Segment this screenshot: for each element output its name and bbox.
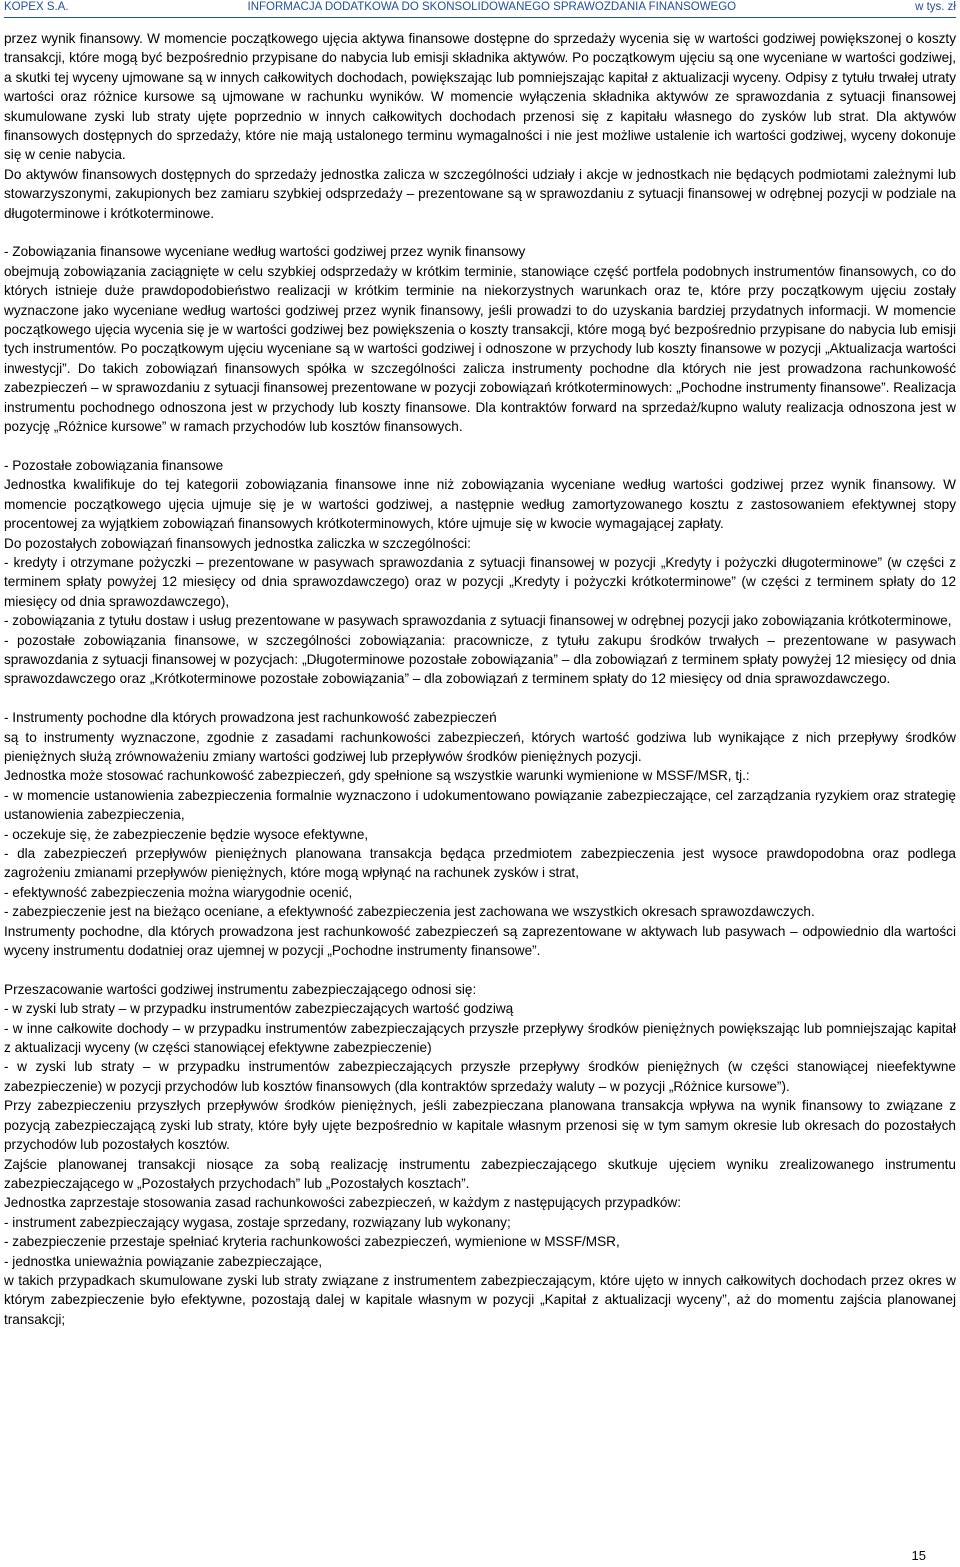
paragraph: - w zyski lub straty – w przypadku instrumentów zabezpieczających przyszłe przepływy środków pieniężnych (w części stanowiącej nieefektywne zabezpieczenie) w pozycji przychodów lub kosztów finansowych (dla kontraktów sprzedaży waluty – w pozycji „Różnice kursowe”). [4,1059,956,1094]
paragraph: Jednostka kwalifikuje do tej kategorii zobowiązania finansowe inne niż zobowiązania wyceniane według wartości godziwej przez wynik finansowy. W momencie początkowego ujęcia ujmuje się je w wartości godziwej, a następnie według zamortyzowanego kosztu z zastosowaniem efektywnej stopy procentowej za wyjątkiem zobowiązań finansowych krótkoterminowych, które ujmuje się w kwocie wymagającej zapłaty. [4,477,956,532]
paragraph: - oczekuje się, że zabezpieczenie będzie wysoce efektywne, [4,826,369,842]
paragraph: Przeszacowanie wartości godziwej instrumentu zabezpieczającego odnosi się: [4,981,477,997]
paragraph: - w momencie ustanowienia zabezpieczenia formalnie wyznaczono i udokumentowano powiązanie zabezpieczające, cel zarządzania ryzykiem oraz strategię ustanowienia zabezpieczenia, [4,787,956,823]
paragraph-spacer [4,960,956,979]
paragraph: przez wynik finansowy. W momencie początkowego ujęcia aktywa finansowe dostępne do sprzedaży wycenia się w wartości godziwej powiększonej o koszty transakcji, które mogą być bezpośrednio przypisane do nabycia lub emisji składnika aktywów. Po początkowym ujęciu są one wyceniane w wartości godziwej, a skutki tej wyceny ujmowane są w innych całkowitych dochodach, powiększając lub pomniejszając kapitał z aktualizacji wyceny. Odpisy z tytułu trwałej utraty wartości oraz różnice kursowe są ujmowane w rachunku wyników. W momencie wyłączenia składnika aktywów ze sprawozdania z sytuacji finansowej skumulowane zyski lub straty ujęte poprzednio w innych całkowitych dochodach przenosi się z kapitału własnego do zysków lub strat. Dla aktywów finansowych dostępnych do sprzedaży, które nie mają ustalonego terminu wymagalności i nie jest możliwe ustalenie ich wartości godziwej, wyceny dokonuje się w cenie nabycia. [4,31,956,163]
paragraph: - Zobowiązania finansowe wyceniane według wartości godziwej przez wynik finansowy [4,244,526,260]
paragraph: Do aktywów finansowych dostępnych do sprzedaży jednostka zalicza w szczególności udziały i akcje w jednostkach nie będących podmiotami zależnymi lub stowarzyszonymi, zakupionych bez zamiaru szybkiej odsprzedaży – prezentowane są w sprawozdaniu z sytuacji finansowej w odrębnej pozycji w podziale na długoterminowe i krótkoterminowe. [4,166,956,221]
paragraph: - efektywność zabezpieczenia można wiarygodnie ocenić, [4,884,353,900]
paragraph: Zajście planowanej transakcji niosące za sobą realizację instrumentu zabezpieczającego skutkuje ujęciem wyniku zrealizowanego instrumentu zabezpieczającego w „Pozostałych przychodach” lub „Pozostałych kosztach”. [4,1156,956,1191]
paragraph-spacer [4,437,956,456]
paragraph: - w zyski lub straty – w przypadku instrumentów zabezpieczających wartość godziwą [4,1001,514,1017]
paragraph: Do pozostałych zobowiązań finansowych jednostka zaliczka w szczególności: [4,535,471,551]
header-units: w tys. zł [915,1,956,13]
paragraph: - dla zabezpieczeń przepływów pieniężnych planowana transakcja będąca przedmiotem zabezpieczenia jest wysoce prawdopodobna oraz podlega zagrożeniu zmianami przepływów pieniężnych, które mogą wpłynąć na rachunek zysków i strat, [4,846,956,881]
paragraph: są to instrumenty wyznaczone, zgodnie z zasadami rachunkowości zabezpieczeń, których wartość godziwa lub wynikające z nich przepływy środków pieniężnych służą zrównoważeniu zmiany wartości godziwej lub przepływów środków pieniężnych pozycji. [4,729,956,764]
paragraph: - kredyty i otrzymane pożyczki – prezentowane w pasywach sprawozdania z sytuacji finansowej w pozycji „Kredyty i pożyczki długoterminowe” (w części z terminem spłaty powyżej 12 miesięcy od dnia sprawozdawczego) oraz w pozycji „Kredyty i pożyczki krótkoterminowe” (w części z terminem spłaty do 12 miesięcy od dnia sprawozdawczego), [4,554,956,609]
document-body [4,29,956,1329]
paragraph: - instrument zabezpieczający wygasa, zostaje sprzedany, rozwiązany lub wykonany; [4,1214,511,1230]
paragraph: - zabezpieczenie jest na bieżąco oceniane, a efektywność zabezpieczenia jest zachowana we wszystkich okresach sprawozdawczych. [4,904,815,920]
paragraph: - zabezpieczenie przestaje spełniać kryteria rachunkowości zabezpieczeń, wymienione w MSSF/MSR, [4,1234,620,1250]
header-title: INFORMACJA DODATKOWA DO SKONSOLIDOWANEGO SPRAWOZDANIA FINANSOWEGO [247,1,737,13]
paragraph: - w inne całkowite dochody – w przypadku instrumentów zabezpieczających przyszłe przepływy środków pieniężnych powiększając lub pomniejszając kapitał z aktualizacji wyceny (w części stanowiącej efektywne zabezpieczenie) [4,1020,956,1056]
header-divider [4,17,956,18]
paragraph: - pozostałe zobowiązania finansowe, w szczególności zobowiązania: pracownicze, z tytułu zakupu środków trwałych – prezentowane w pasywach sprawozdania z sytuacji finansowej w pozycjach: „Długoterminowe pozostałe zobowiązania” – dla zobowiązań z terminem spłaty powyżej 12 miesięcy od dnia sprawozdawczego oraz „Krótkoterminowe pozostałe zobowiązania” – dla zobowiązań z terminem spłaty do 12 miesięcy od dnia sprawozdawczego. [4,632,956,687]
paragraph: obejmują zobowiązania zaciągnięte w celu szybkiej odsprzedaży w krótkim terminie, stanowiące część portfela podobnych instrumentów finansowych, co do których istnieje duże prawdopodobieństwo realizacji w krótkim terminie na niekorzystnych warunkach oraz te, które przy początkowym ujęciu zostały wyznaczone jako wyceniane według wartości godziwej przez wynik finansowy, jeśli prowadzi to do uzyskania bardziej przydatnych informacji. W momencie początkowego ujęcia wycenia się je w wartości godziwej bez powiększenia o koszty transakcji, które mogą być bezpośrednio przypisane do nabycia lub emisji tych instrumentów. Po początkowym ujęciu wyceniane są w wartości godziwej i odnoszone w przychody lub koszty finansowe w pozycji „Aktualizacja wartości inwestycji”. Do takich zobowiązań finansowych spółka w szczególności zalicza instrumenty pochodne dla których nie jest prowadzona rachunkowość zabezpieczeń – w sprawozdaniu z sytuacji finansowej prezentowane w pozycji zobowiązań krótkoterminowych: „Pochodne instrumenty finansowe”. Realizacja instrumentu pochodnego odnoszona jest w przychody lub koszty finansowe. Dla kontraktów forward na sprzedaż/kupno waluty realizacja odnoszona jest w pozycję „Różnice kursowe” w ramach przychodów lub kosztów finansowych. [4,263,956,435]
header-company: KOPEX S.A. [4,1,69,13]
paragraph-spacer [4,223,956,242]
paragraph: w takich przypadkach skumulowane zyski lub straty związane z instrumentem zabezpieczającym, które ujęto w innych całkowitych dochodach przez okres w którym zabezpieczenie było efektywne, pozostają dalej w kapitale własnym w pozycji „Kapitał z aktualizacji wyceny”, aż do momentu zajścia planowanej transakcji; [4,1272,956,1327]
paragraph-spacer [4,689,956,708]
page-number: 15 [911,1548,926,1563]
paragraph: - Instrumenty pochodne dla których prowadzona jest rachunkowość zabezpieczeń [4,710,497,726]
paragraph: Jednostka zaprzestaje stosowania zasad rachunkowości zabezpieczeń, w każdym z następujących przypadków: [4,1195,682,1211]
paragraph: Jednostka może stosować rachunkowość zabezpieczeń, gdy spełnione są wszystkie warunki wymienione w MSSF/MSR, tj.: [4,768,750,784]
paragraph: - zobowiązania z tytułu dostaw i usług prezentowane w pasywach sprawozdania z sytuacji finansowej w odrębnej pozycji jako zobowiązania krótkoterminowe, [4,613,952,629]
paragraph: - jednostka unieważnia powiązanie zabezpieczające, [4,1253,323,1269]
paragraph: Przy zabezpieczeniu przyszłych przepływów środków pieniężnych, jeśli zabezpieczana planowana transakcja wpływa na wynik finansowy to związane z pozycją zabezpieczającą zyski lub straty, które były ujęte bezpośrednio w kapitale własnym przenosi się w tym samym okresie lub okresach do pozostałych przychodów lub pozostałych kosztów. [4,1098,956,1153]
paragraph: Instrumenty pochodne, dla których prowadzona jest rachunkowość zabezpieczeń są zaprezentowane w aktywach lub pasywach – odpowiednio dla wartości wyceny instrumentu dodatniej oraz ujemnej w pozycji „Pochodne instrumenty finansowe”. [4,923,956,959]
paragraph: - Pozostałe zobowiązania finansowe [4,457,224,473]
